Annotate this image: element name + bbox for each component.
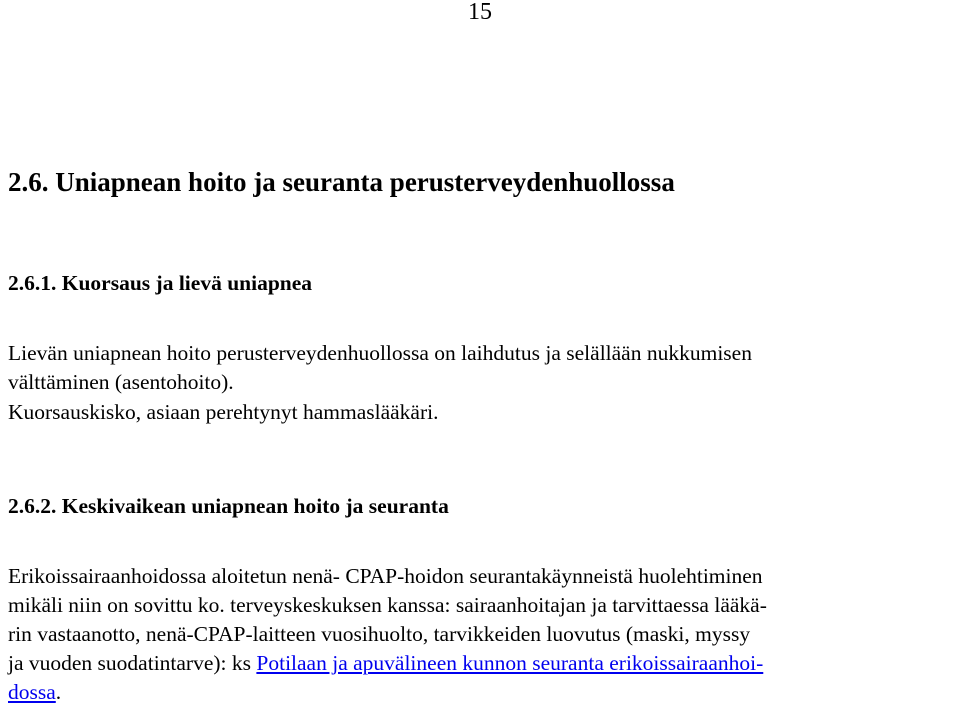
paragraph-line [8,678,767,707]
paragraph-line: Lievän uniapnean hoito perusterveydenhuollossa on laihdutus ja selällään nukkumisen [8,341,752,365]
follow-up-link[interactable]: Potilaan ja apuvälineen kunnon seuranta erikoissairaanhoi- [256,651,764,675]
subsection-heading-2: 2.6.2. Keskivaikean uniapnean hoito ja seuranta [8,494,449,518]
line-suffix: . [55,680,62,704]
paragraph-line: mikäli niin on sovittu ko. terveyskeskuksen kanssa: sairaanhoitajan ja tarvittaessa lääkä- [8,593,767,617]
page-number: 15 [468,0,492,25]
subsection-heading-1: 2.6.1. Kuorsaus ja lievä uniapnea [8,271,313,295]
paragraph-line: välttäminen (asentohoito). [8,370,234,394]
follow-up-link-continued[interactable]: dossa [8,680,56,704]
section-heading: 2.6. Uniapnean hoito ja seuranta perusterveydenhuollossa [8,167,675,197]
paragraph-line: Erikoissairaanhoidossa aloitetun nenä- CPAP-hoidon seurantakäynneistä huolehtiminen [8,564,763,588]
line-prefix: ja vuoden suodatintarve): ks [8,651,257,675]
paragraph-moderate-apnea [8,562,767,707]
paragraph-mild-apnea [8,339,752,397]
paragraph-snoring-splint: Kuorsauskisko, asiaan perehtynyt hammaslääkäri. [8,400,439,424]
paragraph-line [8,649,767,678]
paragraph-line: rin vastaanotto, nenä-CPAP-laitteen vuosihuolto, tarvikkeiden luovutus (maski, myssy [8,622,751,646]
